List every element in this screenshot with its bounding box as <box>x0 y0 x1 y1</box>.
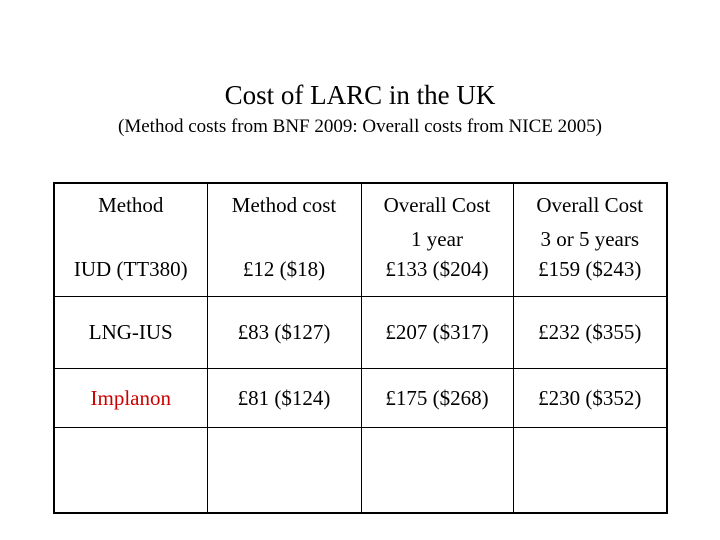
header-overall-1yr-line2: 1 year <box>411 227 463 251</box>
header-overall-3-5yr-line2: 3 or 5 years <box>540 227 640 251</box>
method-cell-highlighted: Implanon <box>54 369 207 428</box>
header-overall-1yr <box>361 183 513 258</box>
overall-3-5yr-cell: £230 ($352) <box>513 369 667 428</box>
empty-cell <box>361 428 513 514</box>
method-cost-cell: £12 ($18) <box>207 258 361 297</box>
overall-1yr-cell: £175 ($268) <box>361 369 513 428</box>
empty-cell <box>207 428 361 514</box>
header-row <box>54 183 667 258</box>
method-cell: LNG-IUS <box>54 297 207 369</box>
header-overall-1yr-line1: Overall Cost <box>383 193 491 217</box>
empty-row <box>54 428 667 514</box>
overall-1yr-cell: £207 ($317) <box>361 297 513 369</box>
method-cost-cell: £81 ($124) <box>207 369 361 428</box>
overall-3-5yr-cell: £159 ($243) <box>513 258 667 297</box>
method-cost-cell: £83 ($127) <box>207 297 361 369</box>
overall-3-5yr-cell: £232 ($355) <box>513 297 667 369</box>
overall-1yr-cell: £133 ($204) <box>361 258 513 297</box>
header-method-cost-label: Method cost <box>231 193 337 217</box>
table-row <box>54 297 667 369</box>
header-overall-3-5yr <box>513 183 667 258</box>
table-row <box>54 369 667 428</box>
empty-cell <box>513 428 667 514</box>
cost-table <box>53 182 668 514</box>
header-method-label: Method <box>98 193 164 217</box>
header-method <box>54 183 207 258</box>
table-row <box>54 258 667 297</box>
slide-title: Cost of LARC in the UK <box>224 80 496 110</box>
slide-subtitle: (Method costs from BNF 2009: Overall costs from NICE 2005) <box>118 116 602 137</box>
method-cell: IUD (TT380) <box>54 258 207 297</box>
header-method-cost <box>207 183 361 258</box>
header-overall-3-5yr-line1: Overall Cost <box>536 193 644 217</box>
empty-cell <box>54 428 207 514</box>
